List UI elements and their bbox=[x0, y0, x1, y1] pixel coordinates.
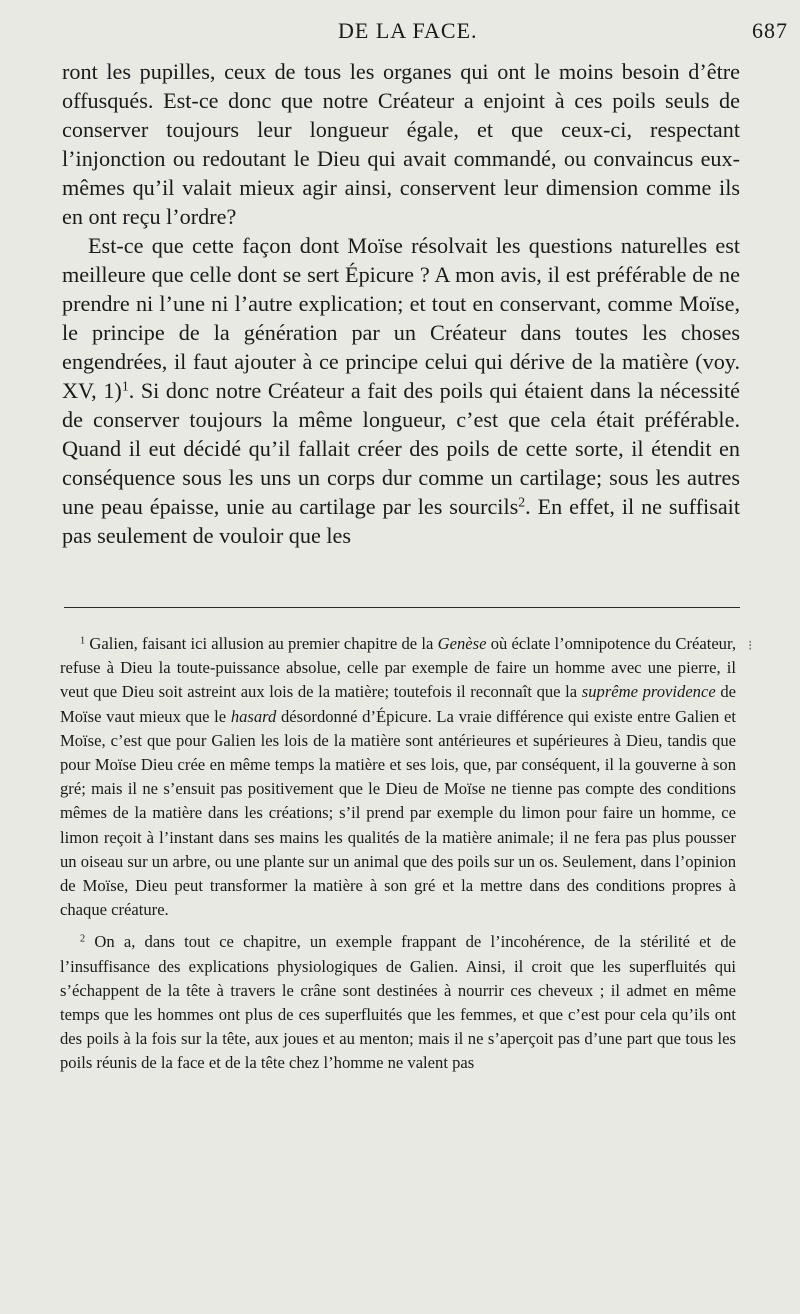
footnote-2-marker: 2 bbox=[80, 933, 86, 945]
footnote-1-text-c: de Moïse vaut mieux que le bbox=[60, 682, 736, 726]
paragraph-1: ront les pupilles, ceux de tous les organes qui ont le moins besoin d’être offusqués. Est-ce donc que notre Créateur a enjoint à ces poils seuls de conserver toujours leur longueur égale, et que ceux-ci, respectant l’injonction ou redoutant le Dieu qui avait commandé, ou convaincus eux-mêmes qu’il valait mieux agir ainsi, conservent leur dimension comme ils en ont reçu l’ordre? bbox=[62, 59, 740, 229]
page-header bbox=[0, 18, 800, 48]
footnote-2 bbox=[60, 930, 736, 1075]
footnote-1-marker: 1 bbox=[80, 635, 86, 647]
footnote-rule bbox=[64, 607, 740, 608]
paragraph-2 bbox=[62, 231, 740, 550]
page-number: 687 bbox=[752, 18, 788, 43]
footnote-ref-1[interactable]: 1 bbox=[121, 378, 129, 394]
footnote-1-text-a: Galien, faisant ici allusion au premier chapitre de la bbox=[85, 634, 438, 653]
margin-mark-icon: ⁝ bbox=[748, 639, 753, 654]
footnote-ref-2[interactable]: 2 bbox=[518, 494, 526, 510]
footnote-1 bbox=[60, 632, 736, 922]
footnote-1-italic-hasard: hasard bbox=[230, 706, 277, 726]
paragraph-2-part-a: Est-ce que cette façon dont Moïse résolvait les questions naturelles est meilleure que celle dont se sert Épicure ? A mon avis, il est préférable de ne prendre ni l’une ni l’autre explication; et tout en conservant, comme Moïse, le principe de la génération par un Créateur dans toutes les choses engendrées, il faut ajouter à ce principe celui qui dérive de la matière (voy. XV, 1) bbox=[62, 233, 740, 403]
paragraph-2-part-c: . En effet, il ne suffisait pas seulement de vouloir que les bbox=[62, 494, 741, 548]
footnote-1-text-d: désordonné d’Épicure. La vraie différence qui existe entre Galien et Moïse, c’est que pour Galien les lois de la matière sont antérieures et supérieures à Dieu, tandis que pour Moïse Dieu crée en même temps la matière et ses lois, que, par conséquent, il la gouverne à son gré; mais il ne s’ensuit pas positivement que le Dieu de Moïse ne tienne pas compte des conditions mêmes de la matière dans les créations; s’il prend par exemple du limon pour faire un homme, ce limon reçoit à l’instant dans ses mains les qualités de la matière animale; il ne fera pas plus pousser un oiseau sur un arbre, ou une plante sur un animal que des poils sur un os. Seulement, dans l’opinion de Moïse, Dieu peut transformer la matière à son gré et la mettre dans des conditions propres à chaque créature. bbox=[60, 706, 736, 920]
footnote-2-text: On a, dans tout ce chapitre, un exemple frappant de l’incohérence, de la stérilité et de l’insuffisance des explications physiologiques de Galien. Ainsi, il croit que les superfluités qui s’échappent de la tête à travers le crâne sont destinées à nourrir ces cheveux ; il admet en même temps que les hommes ont plus de ces superfluités que les femmes, et que c’est pour cela qu’ils ont des poils à la fois sur la tête, aux joues et au menton; mais il ne s’aperçoit pas d’une part que tous les poils réunis de la face et de la tête chez l’homme ne valent pas bbox=[60, 932, 736, 1073]
footnote-1-text-b: où éclate l’omnipotence du Créateur, refuse à Dieu la toute-puissance absolue, celle par exemple de faire un homme avec une pierre, il veut que Dieu soit astreint aux lois de la matière; toutefois il reconnaît que la bbox=[60, 634, 736, 702]
paragraph-2-part-b: . Si donc notre Créateur a fait des poils qui étaient dans la nécessité de conserver toujours la même longueur, c’est que cela était préférable. Quand il eut décidé qu’il fallait créer des poils de cette sorte, il étendit en conséquence sous les uns un corps dur comme un cartilage; sous les autres une peau épaisse, unie au cartilage par les sourcils bbox=[62, 378, 740, 519]
running-head: DE LA FACE. bbox=[338, 18, 478, 43]
main-text bbox=[62, 57, 740, 550]
footnote-1-italic-genese: Genèse bbox=[437, 634, 487, 653]
footnote-1-italic-providence: suprême providence bbox=[581, 682, 716, 702]
footnotes bbox=[60, 632, 736, 1076]
